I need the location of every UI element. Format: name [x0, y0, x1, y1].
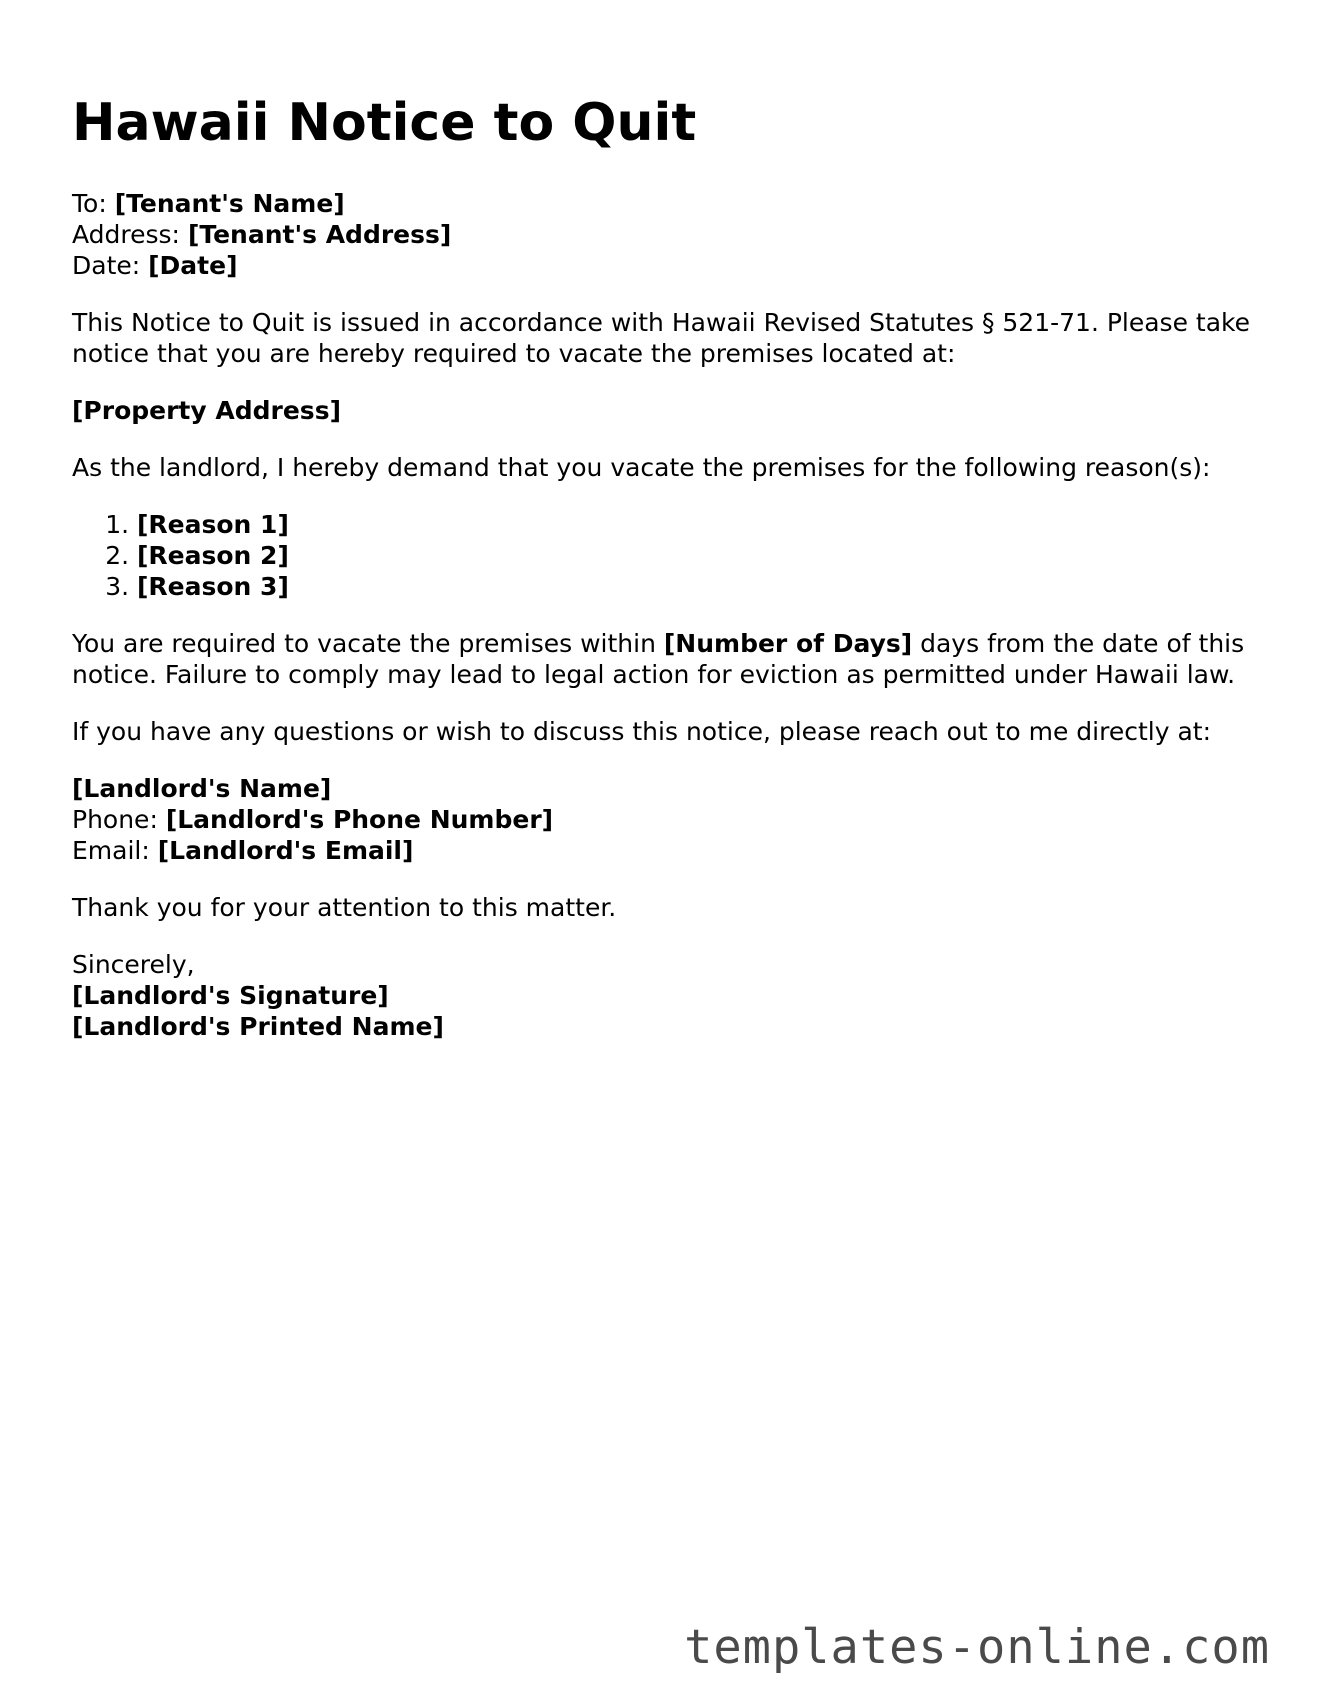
deadline-text-before: You are required to vacate the premises within	[72, 629, 664, 658]
tenant-address-placeholder: [Tenant's Address]	[187, 220, 452, 249]
recipient-address-line	[72, 219, 1252, 250]
printed-name-line	[72, 1011, 1252, 1042]
recipient-block	[72, 188, 1252, 281]
landlord-printed-name-placeholder: [Landlord's Printed Name]	[72, 1012, 444, 1041]
address-label: Address:	[72, 220, 188, 249]
contact-intro-paragraph: If you have any questions or wish to discuss this notice, please reach out to me directly at:	[72, 717, 1212, 746]
salutation: Sincerely,	[72, 950, 195, 979]
landlord-name-placeholder: [Landlord's Name]	[72, 774, 332, 803]
signature-line	[72, 980, 1252, 1011]
property-address-paragraph	[72, 395, 1252, 426]
closing-block	[72, 949, 1252, 1042]
watermark: templates-online.com	[684, 1620, 1270, 1675]
intro-paragraph: This Notice to Quit is issued in accordance with Hawaii Revised Statutes § 521-71. Please take notice that you are hereby required to vacate the premises located at:	[72, 308, 1251, 368]
date-line	[72, 250, 1252, 281]
document-page	[72, 88, 1252, 1068]
date-label: Date:	[72, 251, 149, 280]
property-address-placeholder: [Property Address]	[72, 396, 341, 425]
tenant-name-placeholder: [Tenant's Name]	[114, 189, 345, 218]
deadline-paragraph	[72, 628, 1252, 690]
landlord-email-placeholder: [Landlord's Email]	[157, 836, 414, 865]
number-of-days-placeholder: [Number of Days]	[663, 629, 913, 658]
email-line	[72, 835, 1252, 866]
thanks-paragraph: Thank you for your attention to this matter.	[72, 893, 617, 922]
reason-item-1: 1. [Reason 1]	[137, 509, 1252, 540]
date-placeholder: [Date]	[148, 251, 238, 280]
phone-line	[72, 804, 1252, 835]
document-title: Hawaii Notice to Quit	[72, 93, 697, 153]
landlord-signature-placeholder: [Landlord's Signature]	[72, 981, 389, 1010]
contact-block	[72, 773, 1252, 866]
landlord-name-line	[72, 773, 1252, 804]
reasons-list	[72, 509, 1252, 602]
reason-item-2: 2. [Reason 2]	[137, 540, 1252, 571]
email-label: Email:	[72, 836, 158, 865]
recipient-to-line	[72, 188, 1252, 219]
phone-label: Phone:	[72, 805, 166, 834]
deadline-text-after: days from the date of this notice. Failure to comply may lead to legal action for eviction as permitted under Hawaii law.	[72, 629, 1245, 689]
to-label: To:	[72, 189, 115, 218]
reason-item-3: 3. [Reason 3]	[137, 571, 1252, 602]
demand-paragraph: As the landlord, I hereby demand that you vacate the premises for the following reason(s):	[72, 453, 1211, 482]
landlord-phone-placeholder: [Landlord's Phone Number]	[165, 805, 554, 834]
